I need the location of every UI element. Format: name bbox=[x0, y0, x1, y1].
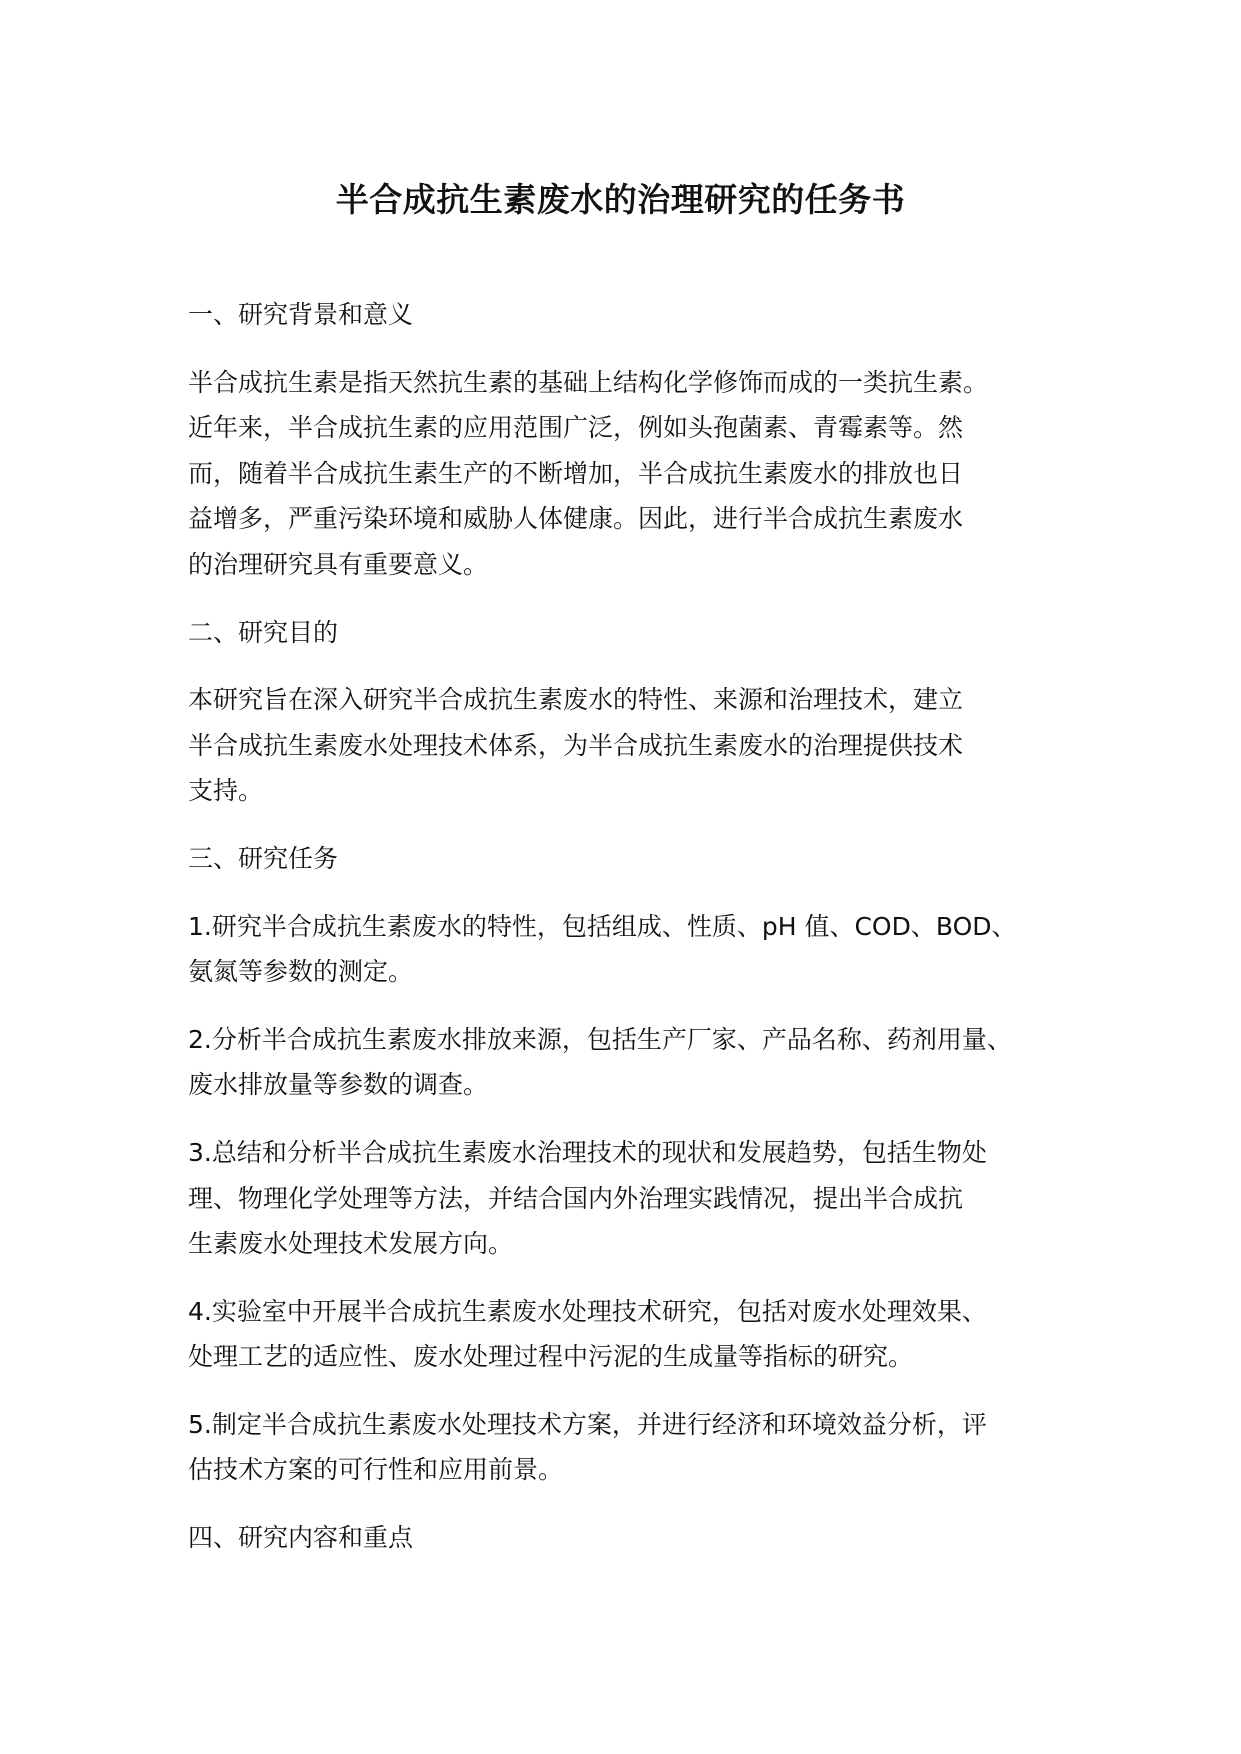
paragraph-line: 而，随着半合成抗生素生产的不断增加，半合成抗生素废水的排放也日 bbox=[188, 458, 964, 488]
paragraph-line: 生素废水处理技术发展方向。 bbox=[188, 1229, 514, 1259]
document-body bbox=[188, 292, 1068, 1583]
section-heading: 一、研究背景和意义 bbox=[188, 300, 414, 329]
section-heading: 三、研究任务 bbox=[188, 843, 339, 873]
paragraph bbox=[188, 677, 1068, 814]
paragraph-line: 废水排放量等参数的调查。 bbox=[188, 1070, 489, 1100]
paragraph-line: 理、物理化学处理等方法，并结合国内外治理实践情况，提出半合成抗 bbox=[188, 1183, 964, 1213]
paragraph-line: 的治理研究具有重要意义。 bbox=[188, 549, 489, 579]
task-item bbox=[188, 1130, 1068, 1267]
task-item bbox=[188, 1289, 1068, 1380]
paragraph-line: 5.制定半合成抗生素废水处理技术方案，并进行经济和环境效益分析，评 bbox=[188, 1409, 987, 1439]
section-heading: 四、研究内容和重点 bbox=[188, 1523, 414, 1553]
paragraph-line: 1.研究半合成抗生素废水的特性，包括组成、性质、pH 值、COD、BOD、 bbox=[188, 911, 1017, 941]
paragraph-line: 半合成抗生素是指天然抗生素的基础上结构化学修饰而成的一类抗生素。 bbox=[188, 367, 989, 397]
task-item bbox=[188, 904, 1068, 995]
paragraph-line: 氨氮等参数的测定。 bbox=[188, 957, 414, 987]
paragraph-line: 2.分析半合成抗生素废水排放来源，包括生产厂家、产品名称、药剂用量、 bbox=[188, 1024, 1012, 1054]
task-item bbox=[188, 1402, 1068, 1493]
paragraph-line: 4.实验室中开展半合成抗生素废水处理技术研究，包括对废水处理效果、 bbox=[188, 1296, 987, 1326]
paragraph-line: 支持。 bbox=[188, 776, 264, 806]
paragraph-line: 半合成抗生素废水处理技术体系，为半合成抗生素废水的治理提供技术 bbox=[188, 730, 964, 760]
paragraph-line: 近年来，半合成抗生素的应用范围广泛，例如头孢菌素、青霉素等。然 bbox=[188, 413, 964, 443]
paragraph-line: 估技术方案的可行性和应用前景。 bbox=[188, 1455, 564, 1485]
task-item bbox=[188, 1017, 1068, 1108]
section-heading: 二、研究目的 bbox=[188, 617, 339, 647]
paragraph-line: 益增多，严重污染环境和威胁人体健康。因此，进行半合成抗生素废水 bbox=[188, 504, 964, 534]
paragraph-line: 处理工艺的适应性、废水处理过程中污泥的生成量等指标的研究。 bbox=[188, 1342, 914, 1372]
paragraph-line: 本研究旨在深入研究半合成抗生素废水的特性、来源和治理技术，建立 bbox=[188, 685, 964, 715]
paragraph-line: 3.总结和分析半合成抗生素废水治理技术的现状和发展趋势，包括生物处 bbox=[188, 1137, 987, 1167]
paragraph bbox=[188, 360, 1068, 588]
document-title: 半合成抗生素废水的治理研究的任务书 bbox=[335, 180, 906, 219]
